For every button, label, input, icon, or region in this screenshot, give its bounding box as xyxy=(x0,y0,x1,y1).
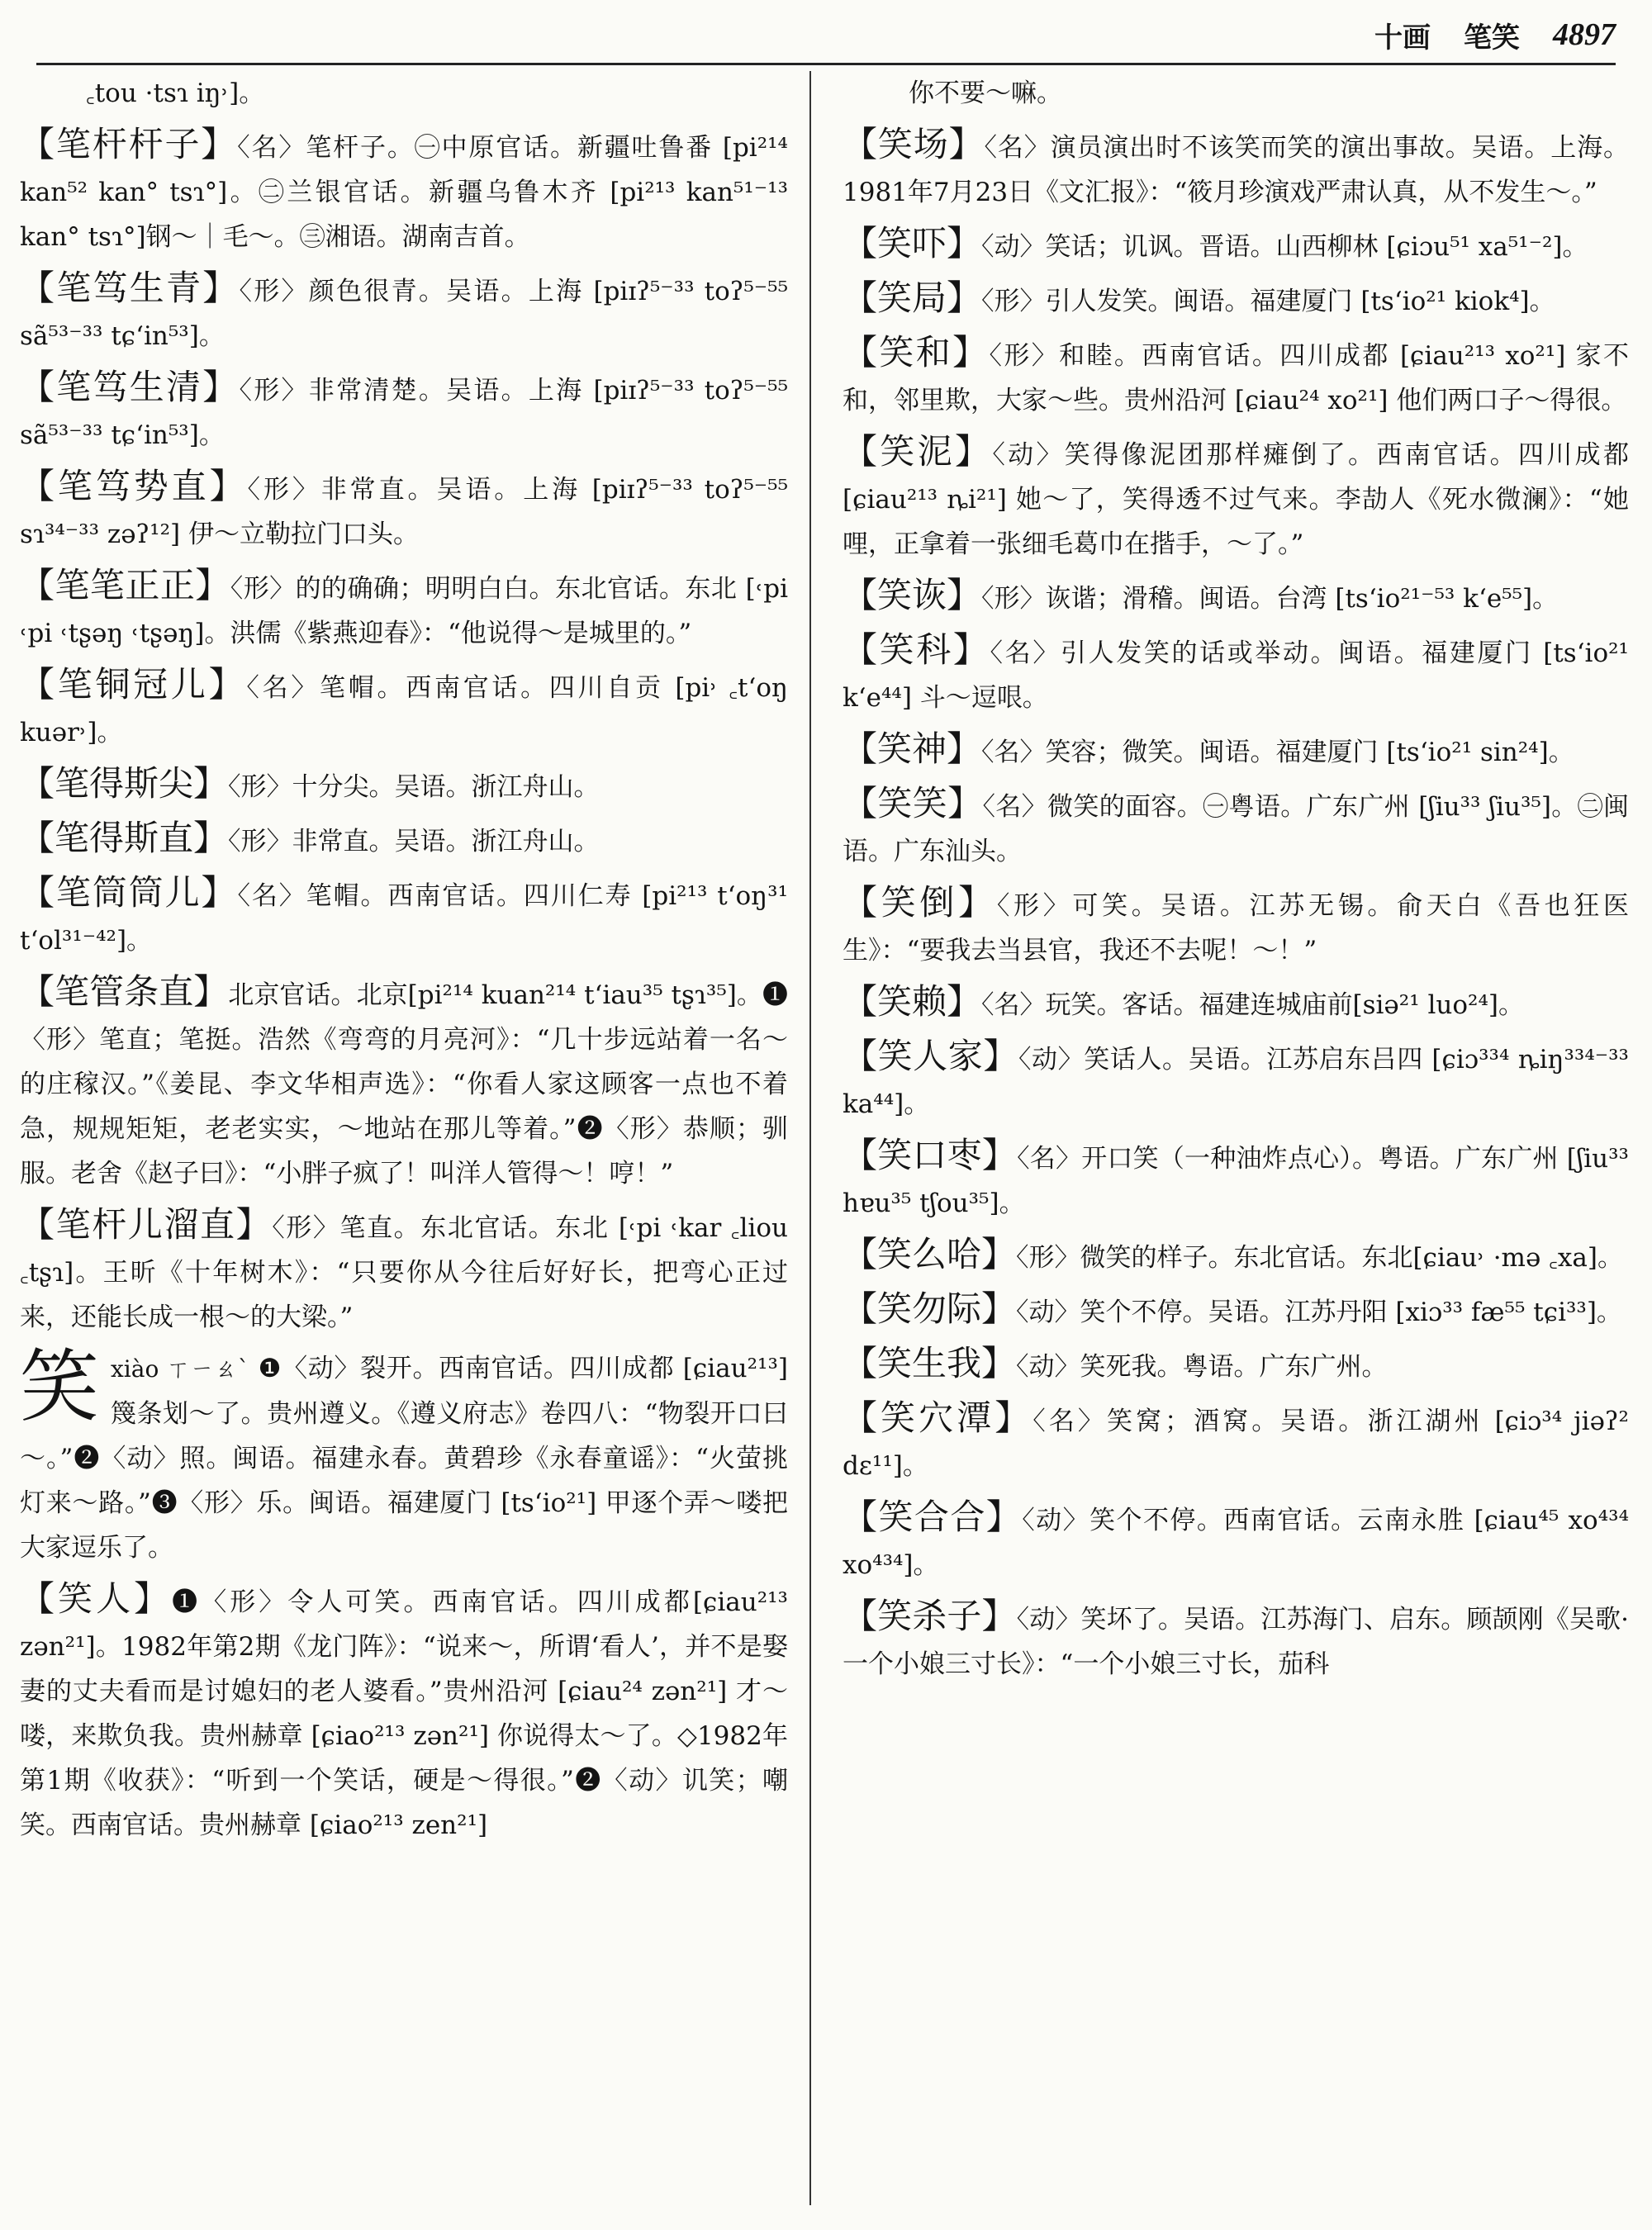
dictionary-entry xyxy=(843,573,1629,621)
headword: 【笑合合】 xyxy=(843,1497,1023,1537)
header-chars: 笔笑 xyxy=(1464,21,1520,55)
headword: 【笑神】 xyxy=(843,728,982,769)
headword: 【笑笑】 xyxy=(843,783,983,823)
section-label: 十画 xyxy=(1374,21,1431,55)
definition: 〈形〉的的确确；明明白白。东北官话。东北 [˓pi ˓pi ˓tʂəŋ ˓tʂəŋ]。洪儒《紫燕迎春》：“他说得～是城里的。” xyxy=(20,574,788,648)
header-rule xyxy=(36,63,1616,65)
headword: 【笑诙】 xyxy=(843,575,982,615)
headword: 【笑科】 xyxy=(843,629,990,670)
definition: 〈动〉笑话人。吴语。江苏启东吕四 [ɕiɔ³³⁴ ȵiŋ³³⁴⁻³³ ka⁴⁴]。 xyxy=(843,1045,1629,1119)
dictionary-entry xyxy=(843,980,1629,1027)
dictionary-entry xyxy=(843,1495,1629,1587)
definition: 〈名〉笔帽。西南官话。四川自贡 [pi˒ ꜀tʻoŋ kuər˒]。 xyxy=(20,673,788,747)
headword: 【笑倒】 xyxy=(843,882,997,923)
headword: 【笔笃生青】 xyxy=(20,268,240,308)
headword: 【笑局】 xyxy=(843,278,982,318)
headword: 【笑穴潭】 xyxy=(843,1397,1033,1438)
definition: 〈名〉引人发笑的话或举动。闽语。福建厦门 [tsʻio²¹ kʻe⁴⁴] 斗～逗哏。 xyxy=(843,638,1629,713)
headword: 【笑场】 xyxy=(843,124,985,164)
definition: 〈名〉笑窝；酒窝。吴语。浙江湖州 [ɕiɔ³⁴ jiəʔ² dɛ¹¹]。 xyxy=(843,1407,1629,1481)
definition: 〈形〉非常直。吴语。上海 [piɪʔ⁵⁻³³ toʔ⁵⁻⁵⁵ sɿ³⁴⁻³³ zəʔ¹²] 伊～立勒拉门口头。 xyxy=(20,475,788,549)
definition: 〈动〉笑个不停。吴语。江苏丹阳 [xiɔ³³ fæ⁵⁵ tɕi³³]。 xyxy=(1016,1298,1622,1327)
dictionary-entry xyxy=(20,871,788,963)
headword: 【笔筒筒儿】 xyxy=(20,872,238,913)
headword: 【笑么哈】 xyxy=(843,1234,1017,1274)
headword: 【笑和】 xyxy=(843,332,990,372)
dictionary-entry xyxy=(843,221,1629,269)
dictionary-entry xyxy=(843,880,1629,973)
definition: 〈形〉非常清楚。吴语。上海 [piɪʔ⁵⁻³³ toʔ⁵⁻⁵⁵ sã⁵³⁻³³ tɕʻin⁵³]。 xyxy=(20,376,788,450)
definition: 〈形〉非常直。吴语。浙江舟山。 xyxy=(228,827,600,856)
headword: 【笑吓】 xyxy=(843,223,982,263)
headword: 【笑赖】 xyxy=(843,981,982,1022)
dictionary-entry xyxy=(20,563,788,656)
headword: 【笔铜冠儿】 xyxy=(20,664,247,705)
dictionary-entry xyxy=(843,1034,1629,1127)
dictionary-entry xyxy=(20,365,788,458)
headword: 【笑口枣】 xyxy=(843,1135,1018,1175)
definition: 〈动〉笑个不停。西南官话。云南永胜 [ɕiau⁴⁵ xo⁴³⁴ xo⁴³⁴]。 xyxy=(843,1506,1629,1580)
definition: ❶〈动〉裂开。西南官话。四川成都 [ɕiau²¹³] 篾条划～了。贵州遵义。《遵义府志》卷四八：“物裂开口曰～。”❷〈动〉照。闽语。福建永春。黄碧珍《永春童谣》：“火萤挑灯来～路。”❸〈形〉乐。闽语。福建厦门 [tsʻio²¹] 甲逐个弄～喽把大家逗乐了。 xyxy=(20,1354,788,1563)
continued-text: ꜀tou ·tsɿ iŋ˒]。 xyxy=(86,78,265,108)
definition: 〈名〉演员演出时不该笑而笑的演出事故。吴语。上海。1981年7月23日《文汇报》：“筱月珍演戏严肃认真，从不发生～。” xyxy=(843,133,1629,207)
definition: 〈形〉笔直。东北官话。东北 [˓pi ˓kar ꜀liou ꜀tʂɿ]。王昕《十年树木》：“只要你从今往后好好长，把弯心正过来，还能长成一根～的大梁。” xyxy=(20,1213,788,1332)
definition: 〈名〉微笑的面容。㊀粤语。广东广州 [ʃiu³³ ʃiu³⁵]。㊁闽语。广东汕头。 xyxy=(843,792,1629,866)
definition: 〈形〉诙谐；滑稽。闽语。台湾 [tsʻio²¹⁻⁵³ kʻe⁵⁵]。 xyxy=(981,584,1559,614)
page-header xyxy=(36,13,1616,56)
page-number: 4897 xyxy=(1553,17,1616,52)
dictionary-entry xyxy=(20,816,788,864)
dictionary-entry xyxy=(843,1594,1629,1687)
definition: 〈形〉十分尖。吴语。浙江舟山。 xyxy=(228,772,600,802)
dictionary-entry xyxy=(20,762,788,809)
dictionary-entry xyxy=(843,781,1629,874)
dictionary-entry xyxy=(843,628,1629,720)
headword: 【笑泥】 xyxy=(843,431,993,472)
dictionary-entry xyxy=(843,1232,1629,1280)
dictionary-entry xyxy=(843,276,1629,324)
definition: 〈名〉笔帽。西南官话。四川仁寿 [pi²¹³ tʻoŋ³¹ tʻol³¹⁻⁴²]。 xyxy=(20,881,788,956)
definition: 〈动〉笑死我。粤语。广东广州。 xyxy=(1016,1352,1388,1382)
dictionary-entry xyxy=(843,429,1629,567)
definition: 〈名〉玩笑。客话。福建连城庙前[siə²¹ luo²⁴]。 xyxy=(981,990,1524,1020)
dictionary-entry xyxy=(843,1133,1629,1226)
definition: 〈动〉笑坏了。吴语。江苏海门、启东。顾颉刚《吴歌·一个小娘三寸长》：“一个小娘三寸长，茄科 xyxy=(843,1605,1629,1679)
headword: 【笔笃生清】 xyxy=(20,367,240,407)
headword: 【笑勿际】 xyxy=(843,1288,1017,1329)
headword: 【笑生我】 xyxy=(843,1343,1017,1383)
headword: 【笔得斯直】 xyxy=(20,818,229,858)
headword: 【笔杆杆子】 xyxy=(20,124,238,164)
headword: 【笔笃势直】 xyxy=(20,466,248,506)
head-character-entry xyxy=(20,1340,788,1570)
dictionary-entry xyxy=(20,464,788,557)
right-column xyxy=(843,71,1629,2222)
headword: 【笑人家】 xyxy=(843,1036,1018,1076)
dictionary-entry xyxy=(843,330,1629,423)
headword: 【笑人】 xyxy=(20,1578,173,1619)
dictionary-entry xyxy=(20,122,788,259)
dictionary-entry xyxy=(20,970,788,1196)
dictionary-entry xyxy=(843,1341,1629,1389)
dictionary-entry xyxy=(843,1287,1629,1335)
continued-text: 你不要～嘛。 xyxy=(909,78,1062,108)
definition: 〈形〉微笑的样子。东北官话。东北[ɕiau˒ ·mə ꜀xa]。 xyxy=(1016,1243,1623,1273)
dictionary-entry xyxy=(843,122,1629,215)
dictionary-entry xyxy=(843,1396,1629,1488)
dictionary-entry xyxy=(20,1577,788,1848)
dictionary-entry xyxy=(20,1203,788,1340)
definition: ❶〈形〉令人可笑。西南官话。四川成都[ɕiau²¹³ zən²¹]。1982年第2期《龙门阵》：“说来～，所谓‘看人’，并不是娶妻的丈夫看而是讨媳妇的老人婆看。”贵州沿河 [ɕiau²⁴ zən²¹] 才～喽，来欺负我。贵州赫章 [ɕiao²¹³ zən²¹] 你说得太～了。◇1982年第1期《收获》：“听到一个笑话，硬是～得很。”❷〈动〉讥笑；嘲笑。西南官话。贵州赫章 [ɕiao²¹³ zen²¹] xyxy=(20,1587,788,1840)
column-divider xyxy=(809,71,811,2205)
definition: 〈名〉笑容；微笑。闽语。福建厦门 [tsʻio²¹ sin²⁴]。 xyxy=(981,738,1574,767)
definition: 〈名〉开口笑（一种油炸点心）。粤语。广东广州 [ʃiu³³ hɐu³⁵ tʃou³⁵]。 xyxy=(843,1144,1629,1218)
definition: 〈形〉颜色很青。吴语。上海 [piɪʔ⁵⁻³³ toʔ⁵⁻⁵⁵ sã⁵³⁻³³ tɕʻin⁵³]。 xyxy=(20,277,788,351)
dictionary-entry xyxy=(843,727,1629,775)
definition: 北京官话。北京[pi²¹⁴ kuan²¹⁴ tʻiau³⁵ tʂɿ³⁵]。❶〈形〉笔直；笔挺。浩然《弯弯的月亮河》：“几十步远站着一名～的庄稼汉。”《姜昆、李文华相声选》：“你看人家这顾客一点也不着急，规规矩矩，老老实实，～地站在那儿等着。”❷〈形〉恭顺；驯服。老舍《赵子曰》：“小胖子疯了！叫洋人管得～！哼！” xyxy=(20,980,788,1189)
dictionary-entry xyxy=(20,266,788,358)
dictionary-entry xyxy=(20,662,788,755)
headword: 【笔杆儿溜直】 xyxy=(20,1204,273,1245)
definition: 〈动〉笑得像泥团那样瘫倒了。西南官话。四川成都 [ɕiau²¹³ ȵi²¹] 她～了，笑得透不过气来。李劼人《死水微澜》：“她哩，正拿着一张细毛葛巾在揩手，～了。” xyxy=(843,440,1629,559)
headword: 【笔管条直】 xyxy=(20,971,229,1012)
headword: 【笔笔正正】 xyxy=(20,565,230,605)
headword: 【笔得斯尖】 xyxy=(20,763,229,804)
definition: 〈形〉引人发笑。闽语。福建厦门 [tsʻio²¹ kiok⁴]。 xyxy=(981,287,1555,316)
definition: 〈动〉笑话；讥讽。晋语。山西柳林 [ɕiɔu⁵¹ xa⁵¹⁻²]。 xyxy=(981,232,1588,262)
head-character: 笑 xyxy=(20,1340,99,1433)
left-column xyxy=(20,71,788,2222)
definition: 〈形〉和睦。西南官话。四川成都 [ɕiau²¹³ xo²¹] 家不和，邻里欺，大家～些。贵州沿河 [ɕiau²⁴ xo²¹] 他们两口子～得很。 xyxy=(843,341,1629,415)
head-pinyin: xiào ㄒㄧㄠˋ xyxy=(111,1355,250,1383)
definition: 〈形〉可笑。吴语。江苏无锡。俞天白《吾也狂医生》：“要我去当县官，我还不去呢！～！” xyxy=(843,891,1629,966)
headword: 【笑杀子】 xyxy=(843,1596,1017,1636)
definition: 〈名〉笔杆子。㊀中原官话。新疆吐鲁番 [pi²¹⁴ kan⁵² kan° tsɿ°]。㊁兰银官话。新疆乌鲁木齐 [pi²¹³ kan⁵¹⁻¹³ kan° tsɿ°]钢～｜毛～。㊂湘语。湖南吉首。 xyxy=(20,133,788,252)
